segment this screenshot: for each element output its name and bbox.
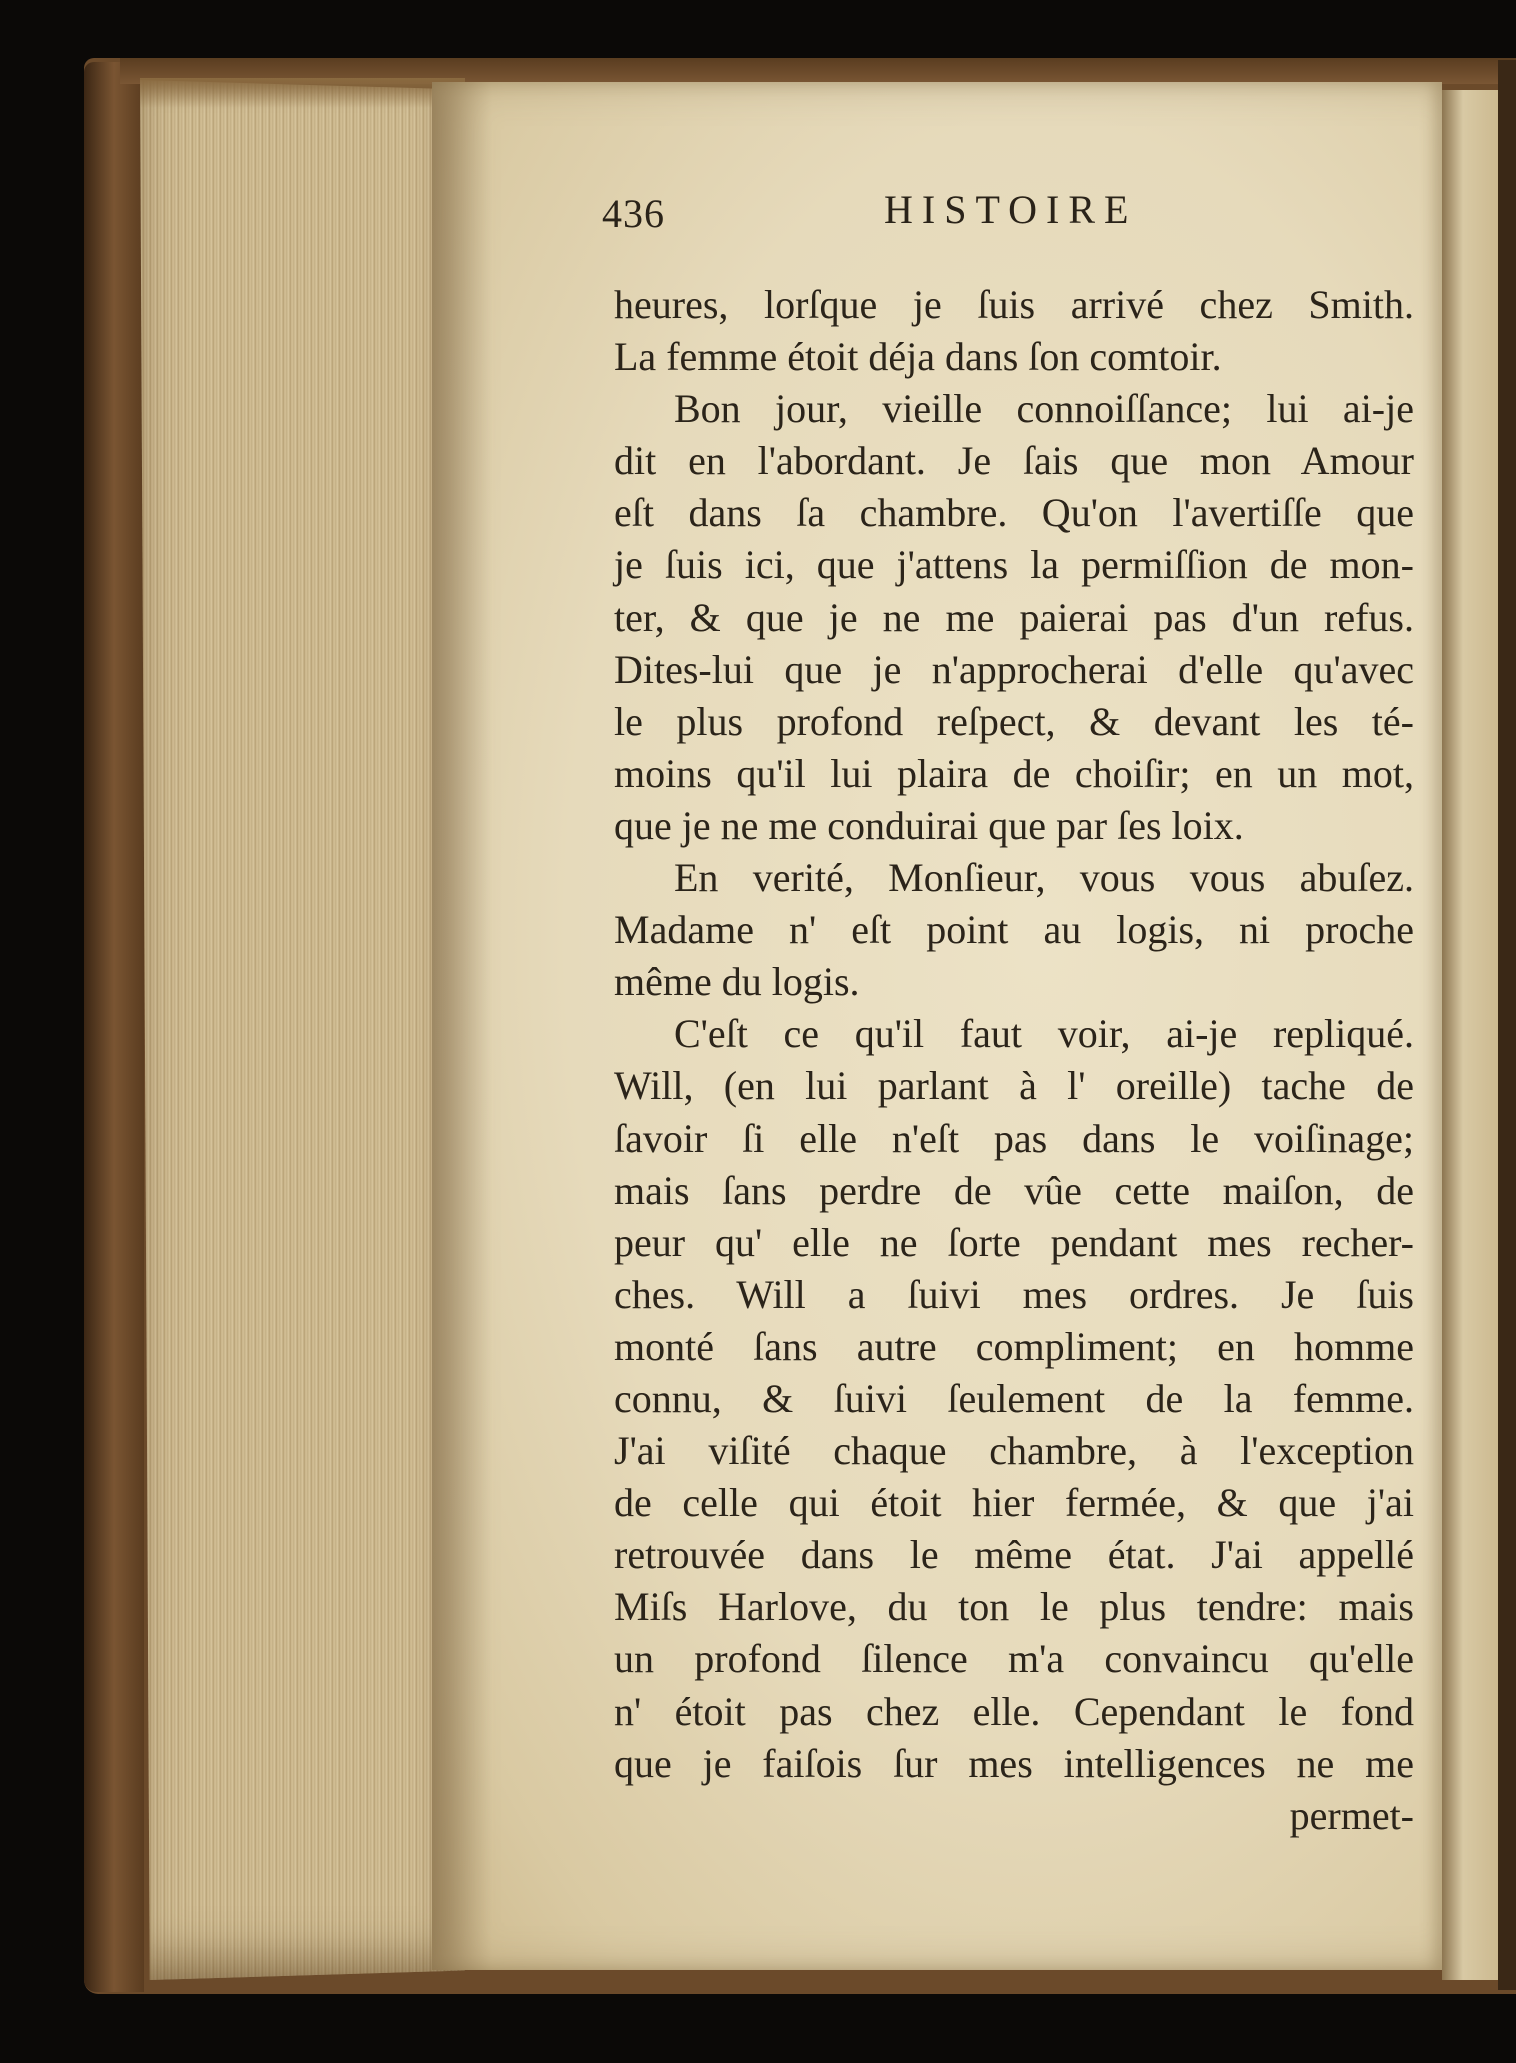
text-line: ches. Will a ſuivi mes ordres. Je ſuis <box>614 1271 1414 1317</box>
text-line: je ſuis ici, que j'attens la permiſſion de mon- <box>614 542 1414 588</box>
text-line: connu, & ſuivi ſeulement de la femme. <box>614 1375 1414 1421</box>
text-line: que je ne me conduirai que par ſes loix. <box>614 802 1244 848</box>
text-line: le plus profond reſpect, & devant les té- <box>614 698 1414 744</box>
text-line: peur qu' elle ne ſorte pendant mes recher- <box>614 1219 1414 1265</box>
text-line: Bon jour, vieille connoiſſance; lui ai-je <box>674 386 1414 432</box>
text-line: ſavoir ſi elle n'eſt pas dans le voiſinage; <box>614 1115 1414 1161</box>
page-number: 436 <box>602 191 665 236</box>
page-stack-edge <box>140 80 465 1980</box>
text-line: permet- <box>1289 1792 1414 1838</box>
page-stack-top-shadow <box>140 78 465 108</box>
text-line: mais ſans perdre de vûe cette maiſon, de <box>614 1167 1414 1213</box>
text-line: La femme étoit déja dans ſon comtoir. <box>614 334 1222 380</box>
text-line: dit en l'abordant. Je ſais que mon Amour <box>614 438 1414 484</box>
text-line: Madame n' eſt point au logis, ni proche <box>614 907 1414 953</box>
right-binding <box>1498 60 1516 1990</box>
text-line: J'ai viſité chaque chambre, à l'exception <box>614 1428 1414 1474</box>
text-line: n' étoit pas chez elle. Cependant le fond <box>614 1688 1414 1734</box>
body-text <box>614 279 1414 1842</box>
text-line: moins qu'il lui plaira de choiſir; en un mot, <box>614 750 1414 796</box>
text-line: que je faiſois ſur mes intelligences ne me <box>614 1740 1414 1786</box>
text-line: C'eſt ce qu'il faut voir, ai-je repliqué. <box>674 1011 1414 1057</box>
text-line: retrouvée dans le même état. J'ai appellé <box>614 1532 1414 1578</box>
text-line: même du logis. <box>614 959 860 1005</box>
text-line: monté ſans autre compliment; en homme <box>614 1323 1414 1369</box>
gutter-shadow <box>432 82 492 1970</box>
book-spine-edge <box>84 62 144 1992</box>
text-line: Miſs Harlove, du ton le plus tendre: mais <box>614 1584 1414 1630</box>
text-line: Dites-lui que je n'approcherai d'elle qu'avec <box>614 646 1414 692</box>
next-page-edge <box>1442 90 1502 1980</box>
text-line: de celle qui étoit hier fermée, & que j'ai <box>614 1480 1414 1526</box>
text-line: Will, (en lui parlant à l' oreille) tache de <box>614 1063 1414 1109</box>
text-line: un profond ſilence m'a convaincu qu'elle <box>614 1636 1414 1682</box>
text-line: eſt dans ſa chambre. Qu'on l'avertiſſe que <box>614 490 1414 536</box>
text-line: ter, & que je ne me paierai pas d'un refus. <box>614 594 1414 640</box>
running-title: HISTOIRE <box>884 187 1138 232</box>
text-line: heures, lorſque je ſuis arrivé chez Smith. <box>614 282 1414 327</box>
text-line: En verité, Monſieur, vous vous abuſez. <box>674 855 1414 901</box>
